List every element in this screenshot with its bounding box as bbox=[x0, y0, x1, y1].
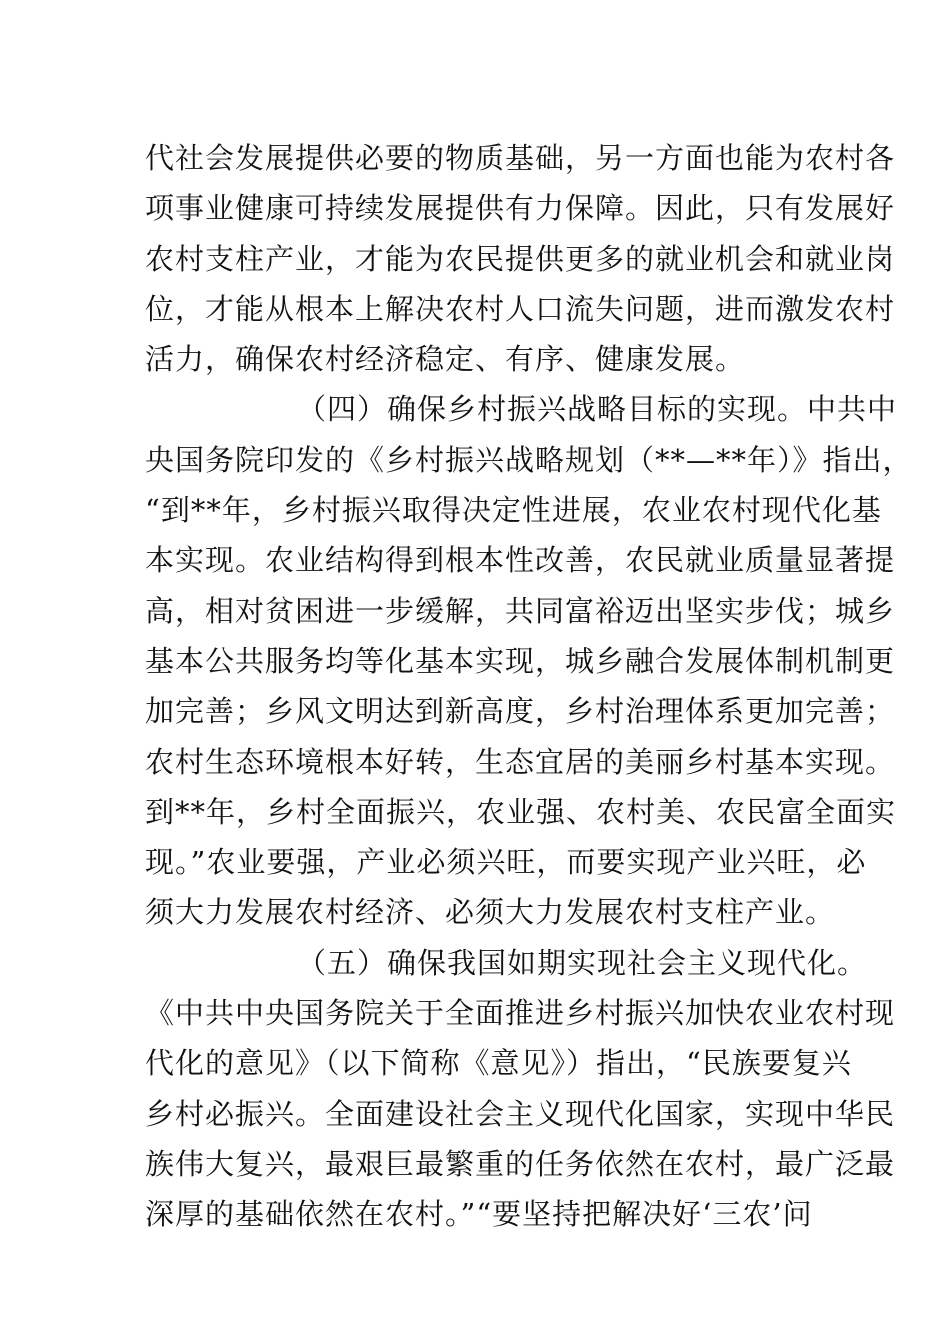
text-line: 族伟大复兴，最艰巨最繁重的任务依然在农村，最广泛最 bbox=[145, 1146, 896, 1181]
body-text bbox=[145, 133, 913, 1240]
text-line: 位，才能从根本上解决农村人口流失问题，进而激发农村 bbox=[145, 291, 896, 326]
section-heading-4: （四）确保乡村振兴战略目标的实现。中共中 bbox=[297, 392, 898, 427]
text-line: 加完善；乡风文明达到新高度，乡村治理体系更加完善； bbox=[145, 694, 896, 729]
text-line: “到**年，乡村振兴取得决定性进展，农业农村现代化基 bbox=[145, 493, 882, 528]
text-line: 代社会发展提供必要的物质基础，另一方面也能为农村各 bbox=[145, 141, 896, 175]
text-line: 活力，确保农村经济稳定、有序、健康发展。 bbox=[145, 342, 746, 377]
text-line: 到**年，乡村全面振兴，农业强、农村美、农民富全面实 bbox=[145, 794, 897, 829]
text-line: 项事业健康可持续发展提供有力保障。因此，只有发展好 bbox=[145, 191, 896, 226]
text-line: 乡村必振兴。全面建设社会主义现代化国家，实现中华民 bbox=[145, 1096, 896, 1131]
text-line: 高，相对贫困进一步缓解，共同富裕迈出坚实步伐；城乡 bbox=[145, 593, 896, 628]
text-line: 基本公共服务均等化基本实现，城乡融合发展体制机制更 bbox=[145, 643, 896, 678]
text-line: 农村支柱产业，才能为农民提供更多的就业机会和就业岗 bbox=[145, 241, 896, 276]
text-line: 《中共中央国务院关于全面推进乡村振兴加快农业农村现 bbox=[145, 996, 896, 1031]
text-line: 须大力发展农村经济、必须大力发展农村支柱产业。 bbox=[145, 895, 836, 930]
text-line: 农村生态环境根本好转，生态宜居的美丽乡村基本实现。 bbox=[145, 744, 896, 779]
section-heading-5: （五）确保我国如期实现社会主义现代化。 bbox=[297, 945, 868, 980]
text-line: 现。”农业要强，产业必须兴旺，而要实现产业兴旺，必 bbox=[145, 845, 867, 880]
text-line: 央国务院印发的《乡村振兴战略规划（**—**年）》指出， bbox=[145, 442, 913, 477]
text-line: 代化的意见》（以下简称《意见》）指出，“民族要复兴 bbox=[145, 1046, 852, 1081]
text-line: 本实现。农业结构得到根本性改善，农民就业质量显著提 bbox=[145, 543, 896, 578]
text-line: 深厚的基础依然在农村。”“要坚持把解决好‘三农’问 bbox=[145, 1197, 813, 1232]
